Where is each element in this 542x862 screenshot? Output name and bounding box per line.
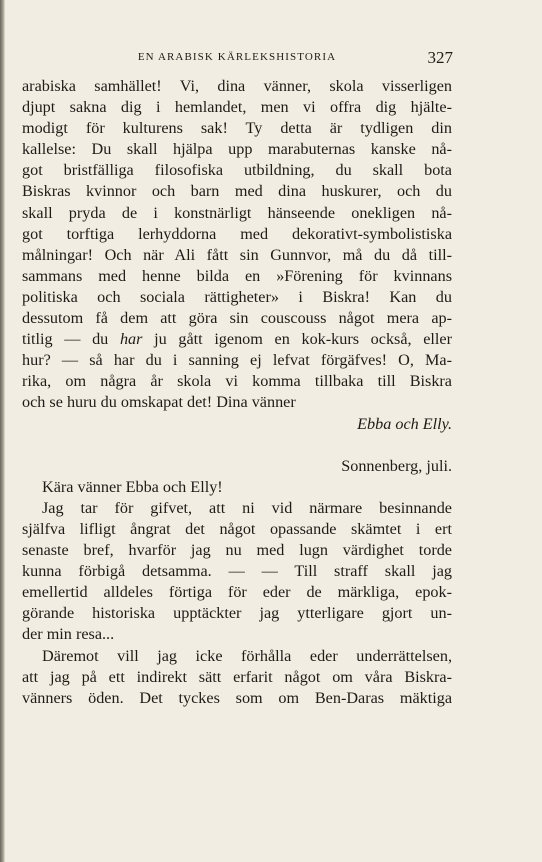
page-number: 327 <box>427 48 453 67</box>
text-line: att jag på ett indirekt sätt erfarit något om våra Biskra- <box>22 667 452 686</box>
text-line: sammans med henne bilda en »Förening för kvinnans <box>22 266 452 285</box>
text-line: rika, om några år skola vi komma tillbaka till Biskra <box>22 372 452 391</box>
running-head <box>22 48 452 68</box>
text-line: och se huru du omskapat det! Dina vänner <box>22 393 296 412</box>
text-line: skall pryda de i konstnärligt hänseende onekligen nå- <box>22 203 452 222</box>
text-line: Biskras kvinnor och barn med dina huskurer, och du <box>22 182 452 201</box>
text-line: Däremot vill jag icke förhålla eder underrättelsen, <box>42 646 452 665</box>
text-line: Jag tar för gifvet, att ni vid närmare besinnande <box>42 498 452 517</box>
paragraph-3 <box>22 646 452 709</box>
text-line: emellertid alldeles förtiga för eder de märkliga, epok- <box>22 583 452 602</box>
text-line: politiska och sociala rättigheter» i Biskra! Kan du <box>22 287 452 306</box>
italic-word: har <box>119 330 143 349</box>
dateline: Sonnenberg, juli. <box>341 456 452 475</box>
text-line: djupt sakna dig i hemlandet, men vi offra dig hjälte- <box>22 98 452 117</box>
text-line: got torftiga lerhyddorna med dekorativt-symbolistiska <box>22 224 452 243</box>
text-line: målningar! Och när Ali fått sin Gunnvor, må du då till- <box>22 245 452 264</box>
line-start: titlig — du <box>22 330 109 349</box>
text-line-with-italic <box>22 329 452 350</box>
salutation: Kära vänner Ebba och Elly! <box>42 477 223 496</box>
running-title: EN ARABISK KÄRLEKSHISTORIA <box>137 51 337 63</box>
text-line: arabiska samhället! Vi, dina vänner, skola visserligen <box>22 77 452 95</box>
text-line: modigt för kulturens sak! Ty detta är tydligen din <box>22 119 452 138</box>
page-edge-shadow <box>0 0 5 862</box>
paragraph-2 <box>22 498 452 646</box>
text-line: got bristfälliga filosofiska utbildning, du skall bota <box>22 161 452 180</box>
signature: Ebba och Elly. <box>357 414 452 433</box>
text-line: görande historiska upptäckter jag ytterligare gjort un- <box>22 604 452 623</box>
text-line: vänners öden. Det tyckes som om Ben-Daras mäktiga <box>22 688 452 707</box>
text-line: senaste bref, hvarför jag nu med lugn värdighet torde <box>22 541 452 560</box>
text-line: själfva lifligt ångrat det något opassande skämtet i ert <box>22 519 452 538</box>
line-end: ju gått igenom en kok-kurs också, eller <box>154 330 453 349</box>
paragraph-1 <box>22 76 452 414</box>
text-line: hur? — så har du i sanning ej lefvat förgäfves! O, Ma- <box>22 351 452 370</box>
text-line: kallelse: Du skall hjälpa upp marabuternas kanske nå- <box>22 140 452 159</box>
text-line: der min resa... <box>22 625 115 644</box>
body-text <box>22 76 452 709</box>
text-line: dessutom få dem att göra sin couscouss något mera ap- <box>22 309 452 328</box>
section-gap <box>22 435 452 456</box>
signature-line <box>22 414 452 435</box>
text-line: kunna förbigå detsamma. — — Till straff skall jag <box>22 562 452 581</box>
